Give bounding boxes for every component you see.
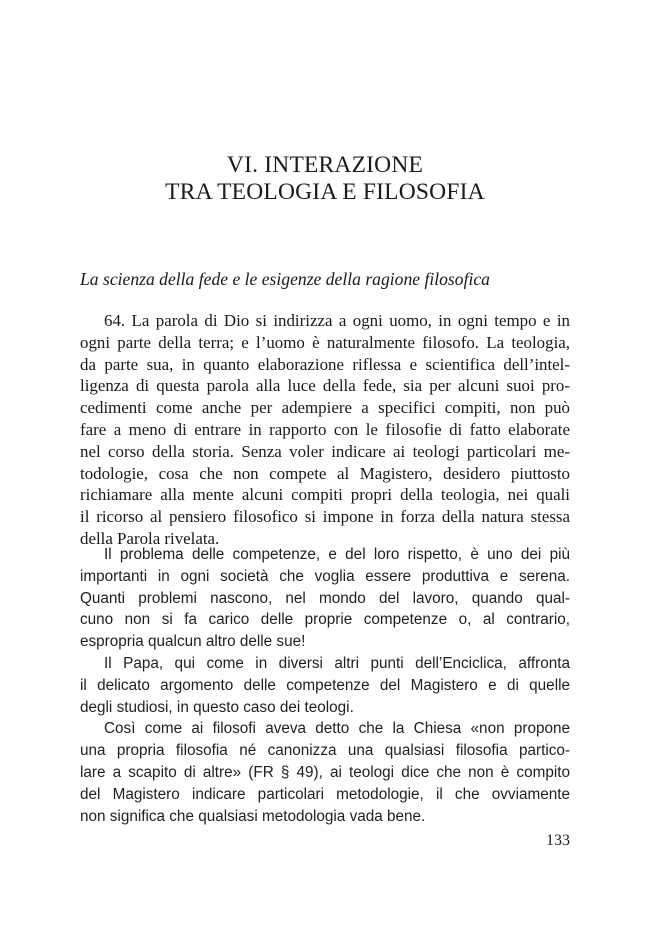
text-line: una propria filosofia né canonizza una qualsiasi filosofia partico- [80, 742, 570, 760]
text-line: ogni parte della terra; e l’uomo è naturalmente filosofo. La teologia, [80, 332, 570, 352]
text-line: importanti in ogni società che voglia essere produttiva e serena. [80, 567, 570, 585]
text-line: espropria qualcun altro delle sue! [80, 633, 306, 651]
commentary-paragraph-3 [80, 718, 570, 827]
commentary-paragraph-2 [80, 653, 570, 718]
commentary-section [80, 544, 570, 827]
chapter-title [80, 152, 570, 206]
text-line: il ricorso al pensiero filosofico si impone in forza della natura stessa [80, 507, 570, 527]
text-line: della Parola rivelata. [80, 528, 220, 548]
commentary-paragraph-1 [80, 544, 570, 653]
text-line: nel corso della storia. Senza voler indicare ai teologi particolari me- [80, 441, 570, 461]
text-line: degli studiosi, in questo caso dei teologi. [80, 698, 354, 716]
text-line: cuno non si fa carico delle proprie competenze o, al contrario, [80, 611, 570, 629]
text-line: cedimenti come anche per adempiere a specifici compiti, non può [80, 398, 570, 418]
text-line: 64. La parola di Dio si indirizza a ogni uomo, in ogni tempo e in [104, 311, 570, 330]
chapter-title-line-2: TRA TEOLOGIA E FILOSOFIA [165, 179, 485, 205]
chapter-title-line-1: VI. INTERAZIONE [226, 152, 424, 178]
text-line: Così come ai filosofi aveva detto che la Chiesa «non propone [104, 720, 570, 738]
text-line: lare a scapito di altre» (FR § 49), ai teologi dice che non è compito [80, 763, 570, 781]
text-line: Il problema delle competenze, e del loro rispetto, è uno dei più [104, 546, 570, 563]
text-line: Quanti problemi nascono, nel mondo del lavoro, quando qual- [80, 589, 570, 607]
text-line: ligenza di questa parola alla luce della fede, sia per alcuni suoi pro- [80, 376, 570, 396]
text-line: todologie, cosa che non compete al Magistero, desidero piuttosto [80, 463, 570, 483]
text-line: fare a meno di entrare in rapporto con le filosofie di fatto elaborate [80, 419, 570, 439]
encyclical-paragraph-64 [80, 310, 570, 550]
text-line: il delicato argomento delle competenze del Magistero e di quelle [80, 676, 570, 694]
text-line: da parte sua, in quanto elaborazione riflessa e scientifica dell’intel- [80, 354, 570, 374]
text-line: Il Papa, qui come in diversi altri punti dell’Enciclica, affronta [104, 654, 570, 672]
text-line: non significa che qualsiasi metodologia vada bene. [80, 807, 426, 825]
text-line: richiamare alla mente alcuni compiti propri della teologia, nei quali [80, 485, 570, 505]
text-line: del Magistero indicare particolari metodologie, il che ovviamente [80, 785, 570, 803]
section-heading: La scienza della fede e le esigenze della ragione filosofica [80, 269, 490, 289]
page-number: 133 [546, 832, 570, 849]
